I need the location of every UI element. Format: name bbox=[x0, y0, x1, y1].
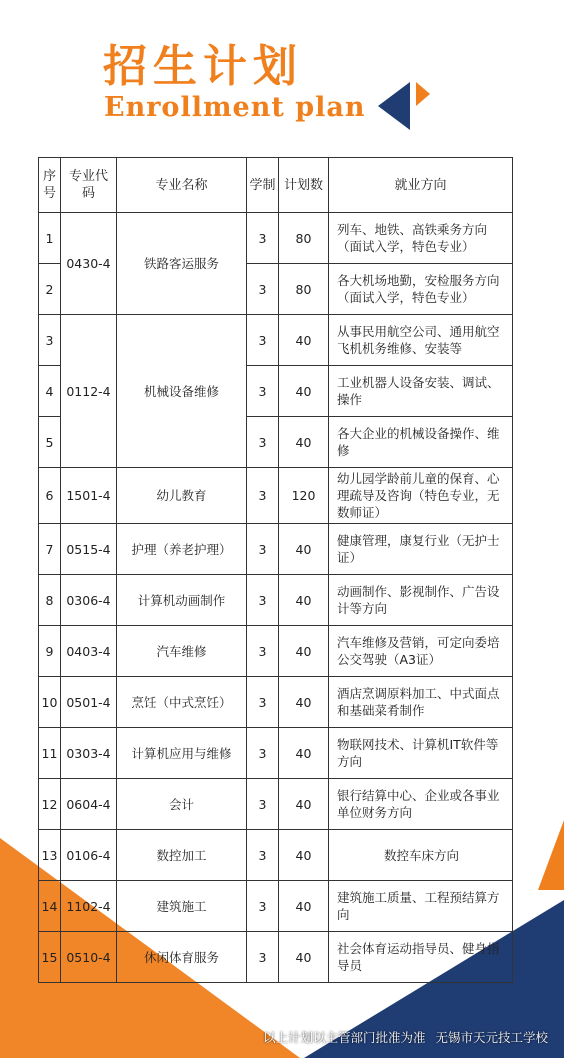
cell-direction: 各大机场地勤，安检服务方向（面试入学，特色专业） bbox=[329, 264, 513, 315]
cell-direction: 汽车维修及营销，可定向委培公交驾驶（A3证） bbox=[329, 626, 513, 677]
table-row bbox=[39, 575, 513, 626]
cell-no: 2 bbox=[39, 264, 61, 315]
cell-name: 幼儿教育 bbox=[117, 468, 247, 524]
cell-code: 0106-4 bbox=[61, 830, 117, 881]
table-header-row bbox=[39, 158, 513, 213]
cell-name: 会计 bbox=[117, 779, 247, 830]
table-row bbox=[39, 626, 513, 677]
cell-direction: 从事民用航空公司、通用航空飞机机务维修、安装等 bbox=[329, 315, 513, 366]
cell-plan: 40 bbox=[279, 830, 329, 881]
cell-plan: 40 bbox=[279, 779, 329, 830]
cell-no: 13 bbox=[39, 830, 61, 881]
cell-direction: 社会体育运动指导员、健身指导员 bbox=[329, 932, 513, 983]
cell-direction: 物联网技术、计算机IT软件等方向 bbox=[329, 728, 513, 779]
cell-no: 15 bbox=[39, 932, 61, 983]
cell-years: 3 bbox=[247, 830, 279, 881]
cell-years: 3 bbox=[247, 575, 279, 626]
cell-code: 0430-4 bbox=[61, 213, 117, 315]
col-header-direction: 就业方向 bbox=[329, 158, 513, 213]
table-row bbox=[39, 932, 513, 983]
cell-years: 3 bbox=[247, 468, 279, 524]
cell-code: 0403-4 bbox=[61, 626, 117, 677]
cell-no: 6 bbox=[39, 468, 61, 524]
col-header-no: 序号 bbox=[39, 158, 61, 213]
table-row bbox=[39, 315, 513, 366]
cell-plan: 40 bbox=[279, 575, 329, 626]
cell-no: 9 bbox=[39, 626, 61, 677]
table-row bbox=[39, 677, 513, 728]
cell-direction: 酒店烹调原料加工、中式面点和基础菜肴制作 bbox=[329, 677, 513, 728]
page-subtitle: Enrollment plan bbox=[104, 92, 366, 123]
cell-plan: 40 bbox=[279, 728, 329, 779]
cell-code: 0604-4 bbox=[61, 779, 117, 830]
cell-years: 3 bbox=[247, 315, 279, 366]
cell-no: 14 bbox=[39, 881, 61, 932]
cell-direction: 数控车床方向 bbox=[329, 830, 513, 881]
decor-navy-arrow bbox=[378, 82, 410, 130]
cell-code: 0303-4 bbox=[61, 728, 117, 779]
cell-name: 铁路客运服务 bbox=[117, 213, 247, 315]
cell-plan: 40 bbox=[279, 881, 329, 932]
cell-direction: 动画制作、影视制作、广告设计等方向 bbox=[329, 575, 513, 626]
cell-code: 0501-4 bbox=[61, 677, 117, 728]
cell-name: 机械设备维修 bbox=[117, 315, 247, 468]
cell-years: 3 bbox=[247, 932, 279, 983]
cell-name: 计算机动画制作 bbox=[117, 575, 247, 626]
cell-plan: 80 bbox=[279, 213, 329, 264]
table-row bbox=[39, 779, 513, 830]
col-header-name: 专业名称 bbox=[117, 158, 247, 213]
cell-no: 4 bbox=[39, 366, 61, 417]
cell-name: 休闲体育服务 bbox=[117, 932, 247, 983]
col-header-code: 专业代码 bbox=[61, 158, 117, 213]
cell-plan: 40 bbox=[279, 626, 329, 677]
cell-code: 0112-4 bbox=[61, 315, 117, 468]
cell-direction: 健康管理，康复行业（无护士证） bbox=[329, 524, 513, 575]
cell-code: 0306-4 bbox=[61, 575, 117, 626]
cell-plan: 40 bbox=[279, 417, 329, 468]
cell-years: 3 bbox=[247, 881, 279, 932]
cell-code: 0510-4 bbox=[61, 932, 117, 983]
table-row bbox=[39, 524, 513, 575]
cell-no: 3 bbox=[39, 315, 61, 366]
cell-name: 数控加工 bbox=[117, 830, 247, 881]
decor-orange-sliver bbox=[538, 820, 564, 890]
cell-direction: 各大企业的机械设备操作、维修 bbox=[329, 417, 513, 468]
cell-code: 1501-4 bbox=[61, 468, 117, 524]
cell-years: 3 bbox=[247, 264, 279, 315]
cell-no: 7 bbox=[39, 524, 61, 575]
cell-plan: 40 bbox=[279, 932, 329, 983]
cell-no: 5 bbox=[39, 417, 61, 468]
cell-years: 3 bbox=[247, 524, 279, 575]
cell-years: 3 bbox=[247, 677, 279, 728]
table-row bbox=[39, 881, 513, 932]
cell-years: 3 bbox=[247, 626, 279, 677]
cell-plan: 40 bbox=[279, 315, 329, 366]
cell-years: 3 bbox=[247, 213, 279, 264]
footer-note-text: 以上计划以主管部门批准为准 bbox=[262, 1030, 426, 1045]
col-header-years: 学制 bbox=[247, 158, 279, 213]
page-title: 招生计划 bbox=[103, 41, 303, 92]
footer-note bbox=[263, 1028, 548, 1046]
cell-name: 汽车维修 bbox=[117, 626, 247, 677]
cell-no: 10 bbox=[39, 677, 61, 728]
cell-code: 1102-4 bbox=[61, 881, 117, 932]
table-row bbox=[39, 468, 513, 524]
cell-plan: 80 bbox=[279, 264, 329, 315]
table-row bbox=[39, 728, 513, 779]
cell-direction: 建筑施工质量、工程预结算方向 bbox=[329, 881, 513, 932]
enrollment-table bbox=[38, 157, 513, 983]
cell-years: 3 bbox=[247, 417, 279, 468]
cell-no: 12 bbox=[39, 779, 61, 830]
cell-plan: 40 bbox=[279, 366, 329, 417]
cell-name: 建筑施工 bbox=[117, 881, 247, 932]
cell-name: 烹饪（中式烹饪） bbox=[117, 677, 247, 728]
cell-name: 计算机应用与维修 bbox=[117, 728, 247, 779]
table-row bbox=[39, 213, 513, 264]
cell-plan: 40 bbox=[279, 524, 329, 575]
col-header-plan: 计划数 bbox=[279, 158, 329, 213]
watermark-text: 无锡市天元技工学校 bbox=[435, 1030, 548, 1045]
cell-years: 3 bbox=[247, 728, 279, 779]
cell-name: 护理（养老护理） bbox=[117, 524, 247, 575]
cell-direction: 工业机器人设备安装、调试、操作 bbox=[329, 366, 513, 417]
cell-no: 1 bbox=[39, 213, 61, 264]
cell-direction: 银行结算中心、企业或各事业单位财务方向 bbox=[329, 779, 513, 830]
cell-years: 3 bbox=[247, 779, 279, 830]
cell-direction: 列车、地铁、高铁乘务方向（面试入学，特色专业） bbox=[329, 213, 513, 264]
decor-orange-arrow bbox=[416, 82, 430, 106]
cell-years: 3 bbox=[247, 366, 279, 417]
cell-direction: 幼儿园学龄前儿童的保育、心理疏导及咨询（特色专业，无数师证） bbox=[329, 468, 513, 524]
cell-no: 8 bbox=[39, 575, 61, 626]
cell-no: 11 bbox=[39, 728, 61, 779]
cell-code: 0515-4 bbox=[61, 524, 117, 575]
cell-plan: 40 bbox=[279, 677, 329, 728]
table-row bbox=[39, 830, 513, 881]
cell-plan: 120 bbox=[279, 468, 329, 524]
